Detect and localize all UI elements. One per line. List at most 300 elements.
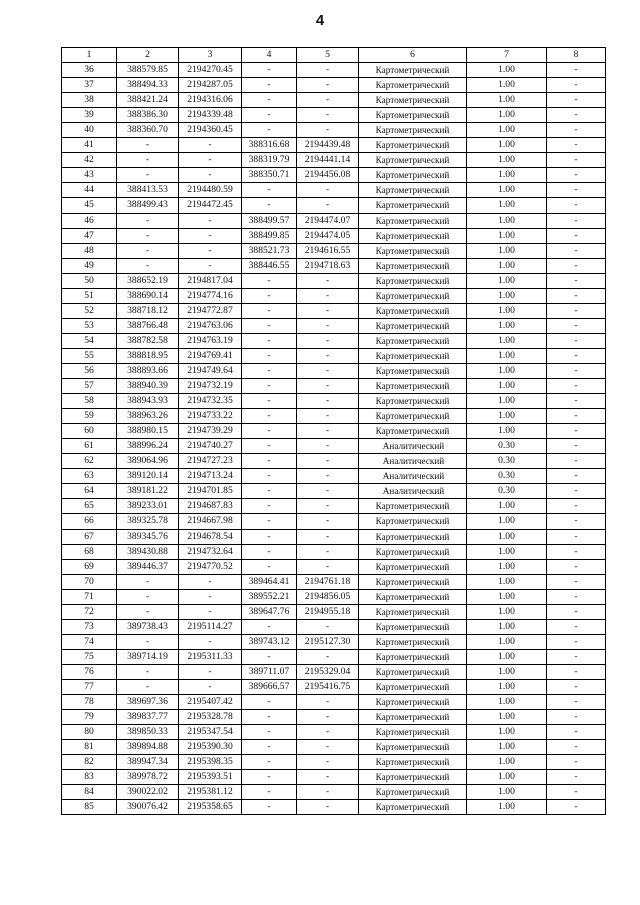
accuracy-cell: 1.00 [467, 409, 547, 424]
table-row [62, 544, 606, 559]
point-number-cell: 77 [62, 679, 117, 694]
y-new-cell: - [297, 725, 359, 740]
column-header: 4 [242, 48, 297, 63]
table-row [62, 559, 606, 574]
accuracy-cell: 1.00 [467, 529, 547, 544]
x-new-cell: - [242, 800, 297, 815]
note-cell: - [547, 138, 606, 153]
accuracy-cell: 1.00 [467, 333, 547, 348]
x-existing-cell: 389430.88 [117, 544, 179, 559]
table-row [62, 770, 606, 785]
method-cell: Картометрический [359, 138, 467, 153]
accuracy-cell: 1.00 [467, 710, 547, 725]
method-cell: Картометрический [359, 725, 467, 740]
note-cell: - [547, 755, 606, 770]
y-new-cell: - [297, 78, 359, 93]
method-cell: Картометрический [359, 649, 467, 664]
y-new-cell: 2194474.07 [297, 213, 359, 228]
x-existing-cell: - [117, 634, 179, 649]
point-number-cell: 45 [62, 198, 117, 213]
x-existing-cell: 388980.15 [117, 424, 179, 439]
page-number: 4 [315, 12, 325, 29]
y-new-cell: - [297, 379, 359, 394]
note-cell: - [547, 514, 606, 529]
note-cell: - [547, 604, 606, 619]
x-new-cell: - [242, 63, 297, 78]
point-number-cell: 71 [62, 589, 117, 604]
table-row [62, 379, 606, 394]
y-existing-cell: 2194687.83 [179, 499, 242, 514]
note-cell: - [547, 333, 606, 348]
accuracy-cell: 1.00 [467, 93, 547, 108]
point-number-cell: 39 [62, 108, 117, 123]
point-number-cell: 66 [62, 514, 117, 529]
x-new-cell: - [242, 78, 297, 93]
table-row [62, 78, 606, 93]
accuracy-cell: 1.00 [467, 695, 547, 710]
x-new-cell: - [242, 514, 297, 529]
table-row [62, 619, 606, 634]
y-existing-cell: 2194763.06 [179, 318, 242, 333]
x-new-cell: - [242, 198, 297, 213]
point-number-cell: 60 [62, 424, 117, 439]
x-new-cell: - [242, 619, 297, 634]
table-row [62, 93, 606, 108]
accuracy-cell: 1.00 [467, 198, 547, 213]
x-new-cell: - [242, 484, 297, 499]
method-cell: Картометрический [359, 243, 467, 258]
table-row [62, 604, 606, 619]
y-existing-cell: 2194667.98 [179, 514, 242, 529]
table-row [62, 138, 606, 153]
y-existing-cell: - [179, 604, 242, 619]
x-new-cell: - [242, 379, 297, 394]
point-number-cell: 62 [62, 454, 117, 469]
accuracy-cell: 1.00 [467, 63, 547, 78]
note-cell: - [547, 439, 606, 454]
note-cell: - [547, 710, 606, 725]
y-new-cell: - [297, 123, 359, 138]
table-row [62, 755, 606, 770]
x-existing-cell: 389446.37 [117, 559, 179, 574]
y-new-cell: - [297, 710, 359, 725]
y-new-cell: - [297, 183, 359, 198]
x-existing-cell: 388782.58 [117, 333, 179, 348]
x-existing-cell: - [117, 138, 179, 153]
table-row [62, 725, 606, 740]
point-number-cell: 52 [62, 303, 117, 318]
method-cell: Картометрический [359, 634, 467, 649]
y-existing-cell: 2194701.85 [179, 484, 242, 499]
y-existing-cell: 2194360.45 [179, 123, 242, 138]
y-new-cell: 2194616.55 [297, 243, 359, 258]
accuracy-cell: 1.00 [467, 138, 547, 153]
x-existing-cell: 388940.39 [117, 379, 179, 394]
y-existing-cell: 2195114.27 [179, 619, 242, 634]
method-cell: Картометрический [359, 619, 467, 634]
note-cell: - [547, 123, 606, 138]
point-number-cell: 48 [62, 243, 117, 258]
x-existing-cell: - [117, 168, 179, 183]
accuracy-cell: 1.00 [467, 243, 547, 258]
accuracy-cell: 1.00 [467, 228, 547, 243]
y-existing-cell: 2194763.19 [179, 333, 242, 348]
y-existing-cell: - [179, 589, 242, 604]
point-number-cell: 63 [62, 469, 117, 484]
point-number-cell: 73 [62, 619, 117, 634]
y-new-cell: - [297, 499, 359, 514]
y-existing-cell: 2194732.19 [179, 379, 242, 394]
y-new-cell: - [297, 273, 359, 288]
x-existing-cell: 388818.95 [117, 348, 179, 363]
x-new-cell: 389743.12 [242, 634, 297, 649]
y-existing-cell: 2194270.45 [179, 63, 242, 78]
accuracy-cell: 1.00 [467, 394, 547, 409]
x-existing-cell: 388386.30 [117, 108, 179, 123]
method-cell: Аналитический [359, 439, 467, 454]
point-number-cell: 65 [62, 499, 117, 514]
note-cell: - [547, 348, 606, 363]
y-existing-cell: 2195358.65 [179, 800, 242, 815]
y-existing-cell: 2195328.78 [179, 710, 242, 725]
table-row [62, 228, 606, 243]
accuracy-cell: 1.00 [467, 348, 547, 363]
table-row [62, 439, 606, 454]
point-number-cell: 69 [62, 559, 117, 574]
point-number-cell: 44 [62, 183, 117, 198]
point-number-cell: 42 [62, 153, 117, 168]
method-cell: Картометрический [359, 153, 467, 168]
point-number-cell: 72 [62, 604, 117, 619]
point-number-cell: 49 [62, 258, 117, 273]
y-new-cell: - [297, 288, 359, 303]
y-new-cell: - [297, 755, 359, 770]
table-row [62, 183, 606, 198]
method-cell: Картометрический [359, 183, 467, 198]
table-header-row [62, 48, 606, 63]
table-row [62, 589, 606, 604]
y-new-cell: - [297, 529, 359, 544]
y-existing-cell: 2194316.06 [179, 93, 242, 108]
point-number-cell: 38 [62, 93, 117, 108]
x-new-cell: 389647.76 [242, 604, 297, 619]
note-cell: - [547, 770, 606, 785]
table-row [62, 679, 606, 694]
x-new-cell: - [242, 649, 297, 664]
x-existing-cell: 389064.96 [117, 454, 179, 469]
point-number-cell: 53 [62, 318, 117, 333]
y-new-cell: - [297, 785, 359, 800]
x-new-cell: - [242, 454, 297, 469]
method-cell: Картометрический [359, 168, 467, 183]
x-existing-cell: - [117, 589, 179, 604]
x-existing-cell: 389978.72 [117, 770, 179, 785]
y-existing-cell: - [179, 228, 242, 243]
y-new-cell: - [297, 333, 359, 348]
x-new-cell: - [242, 363, 297, 378]
table-row [62, 484, 606, 499]
point-number-cell: 41 [62, 138, 117, 153]
y-new-cell: - [297, 424, 359, 439]
column-header: 2 [117, 48, 179, 63]
x-existing-cell: - [117, 604, 179, 619]
y-existing-cell: 2195390.30 [179, 740, 242, 755]
point-number-cell: 58 [62, 394, 117, 409]
accuracy-cell: 1.00 [467, 303, 547, 318]
table-row [62, 574, 606, 589]
x-new-cell: - [242, 394, 297, 409]
note-cell: - [547, 484, 606, 499]
x-new-cell: 388350.71 [242, 168, 297, 183]
note-cell: - [547, 695, 606, 710]
accuracy-cell: 1.00 [467, 213, 547, 228]
point-number-cell: 82 [62, 755, 117, 770]
note-cell: - [547, 363, 606, 378]
y-new-cell: - [297, 63, 359, 78]
point-number-cell: 64 [62, 484, 117, 499]
point-number-cell: 37 [62, 78, 117, 93]
y-existing-cell: 2194472.45 [179, 198, 242, 213]
accuracy-cell: 1.00 [467, 424, 547, 439]
x-existing-cell: - [117, 213, 179, 228]
method-cell: Картометрический [359, 424, 467, 439]
table-row [62, 318, 606, 333]
note-cell: - [547, 454, 606, 469]
x-existing-cell: 388579.85 [117, 63, 179, 78]
point-number-cell: 76 [62, 664, 117, 679]
y-existing-cell: 2194769.41 [179, 348, 242, 363]
accuracy-cell: 1.00 [467, 318, 547, 333]
note-cell: - [547, 559, 606, 574]
x-new-cell: - [242, 288, 297, 303]
note-cell: - [547, 93, 606, 108]
method-cell: Картометрический [359, 379, 467, 394]
y-existing-cell: 2195407.42 [179, 695, 242, 710]
point-number-cell: 56 [62, 363, 117, 378]
y-existing-cell: 2194339.48 [179, 108, 242, 123]
method-cell: Картометрический [359, 770, 467, 785]
method-cell: Аналитический [359, 484, 467, 499]
y-new-cell: 2194439.48 [297, 138, 359, 153]
accuracy-cell: 1.00 [467, 619, 547, 634]
y-existing-cell: 2195398.35 [179, 755, 242, 770]
x-new-cell: - [242, 785, 297, 800]
y-new-cell: 2194456.08 [297, 168, 359, 183]
y-existing-cell: - [179, 243, 242, 258]
y-existing-cell: 2194817.04 [179, 273, 242, 288]
method-cell: Картометрический [359, 123, 467, 138]
x-new-cell: - [242, 108, 297, 123]
point-number-cell: 54 [62, 333, 117, 348]
x-existing-cell: 389697.36 [117, 695, 179, 710]
point-number-cell: 43 [62, 168, 117, 183]
x-new-cell: 388446.55 [242, 258, 297, 273]
method-cell: Картометрический [359, 394, 467, 409]
y-new-cell: 2194955.18 [297, 604, 359, 619]
y-existing-cell: 2194739.29 [179, 424, 242, 439]
accuracy-cell: 1.00 [467, 258, 547, 273]
method-cell: Картометрический [359, 604, 467, 619]
accuracy-cell: 1.00 [467, 725, 547, 740]
column-header: 8 [547, 48, 606, 63]
x-new-cell: - [242, 409, 297, 424]
x-new-cell: - [242, 123, 297, 138]
x-new-cell: 388499.85 [242, 228, 297, 243]
accuracy-cell: 1.00 [467, 800, 547, 815]
x-existing-cell: 390076.42 [117, 800, 179, 815]
y-new-cell: 2195416.75 [297, 679, 359, 694]
point-number-cell: 61 [62, 439, 117, 454]
table-row [62, 785, 606, 800]
column-header: 5 [297, 48, 359, 63]
y-new-cell: - [297, 198, 359, 213]
accuracy-cell: 1.00 [467, 785, 547, 800]
accuracy-cell: 0.30 [467, 484, 547, 499]
note-cell: - [547, 679, 606, 694]
x-new-cell: - [242, 544, 297, 559]
method-cell: Картометрический [359, 800, 467, 815]
table-row [62, 198, 606, 213]
note-cell: - [547, 288, 606, 303]
x-existing-cell: 389181.22 [117, 484, 179, 499]
y-new-cell: 2194856.05 [297, 589, 359, 604]
note-cell: - [547, 63, 606, 78]
note-cell: - [547, 213, 606, 228]
y-new-cell: - [297, 363, 359, 378]
column-header: 3 [179, 48, 242, 63]
y-new-cell: 2195127.30 [297, 634, 359, 649]
accuracy-cell: 1.00 [467, 78, 547, 93]
point-number-cell: 40 [62, 123, 117, 138]
y-existing-cell: 2194678.54 [179, 529, 242, 544]
point-number-cell: 50 [62, 273, 117, 288]
x-new-cell: - [242, 303, 297, 318]
y-existing-cell: 2194772.87 [179, 303, 242, 318]
table-row [62, 514, 606, 529]
point-number-cell: 81 [62, 740, 117, 755]
x-new-cell: - [242, 183, 297, 198]
y-existing-cell: 2194733.22 [179, 409, 242, 424]
x-existing-cell: - [117, 153, 179, 168]
y-new-cell: - [297, 394, 359, 409]
note-cell: - [547, 394, 606, 409]
y-existing-cell: - [179, 679, 242, 694]
note-cell: - [547, 318, 606, 333]
x-existing-cell: 389233.01 [117, 499, 179, 514]
x-existing-cell: 389894.88 [117, 740, 179, 755]
note-cell: - [547, 424, 606, 439]
x-existing-cell: - [117, 228, 179, 243]
point-number-cell: 46 [62, 213, 117, 228]
y-existing-cell: 2194727.23 [179, 454, 242, 469]
table-row [62, 634, 606, 649]
point-number-cell: 51 [62, 288, 117, 303]
x-existing-cell: 388718.12 [117, 303, 179, 318]
point-number-cell: 80 [62, 725, 117, 740]
method-cell: Картометрический [359, 228, 467, 243]
y-new-cell: - [297, 303, 359, 318]
y-new-cell: 2194761.18 [297, 574, 359, 589]
x-new-cell: - [242, 499, 297, 514]
x-existing-cell: 390022.02 [117, 785, 179, 800]
column-header: 1 [62, 48, 117, 63]
x-new-cell: 388316.68 [242, 138, 297, 153]
accuracy-cell: 1.00 [467, 634, 547, 649]
table-body [62, 63, 606, 815]
method-cell: Картометрический [359, 198, 467, 213]
note-cell: - [547, 574, 606, 589]
x-existing-cell: - [117, 258, 179, 273]
accuracy-cell: 1.00 [467, 514, 547, 529]
x-new-cell: - [242, 559, 297, 574]
table-row [62, 63, 606, 78]
accuracy-cell: 1.00 [467, 108, 547, 123]
point-number-cell: 67 [62, 529, 117, 544]
accuracy-cell: 1.00 [467, 755, 547, 770]
y-new-cell: - [297, 770, 359, 785]
accuracy-cell: 1.00 [467, 183, 547, 198]
y-existing-cell: 2194287.05 [179, 78, 242, 93]
note-cell: - [547, 800, 606, 815]
x-new-cell: - [242, 695, 297, 710]
y-existing-cell: - [179, 634, 242, 649]
table-row [62, 695, 606, 710]
y-existing-cell: - [179, 574, 242, 589]
point-number-cell: 85 [62, 800, 117, 815]
accuracy-cell: 1.00 [467, 379, 547, 394]
accuracy-cell: 1.00 [467, 589, 547, 604]
note-cell: - [547, 785, 606, 800]
x-new-cell: - [242, 770, 297, 785]
x-new-cell: 389552.21 [242, 589, 297, 604]
table-row [62, 800, 606, 815]
note-cell: - [547, 664, 606, 679]
note-cell: - [547, 499, 606, 514]
method-cell: Картометрический [359, 544, 467, 559]
method-cell: Картометрический [359, 318, 467, 333]
accuracy-cell: 1.00 [467, 679, 547, 694]
method-cell: Картометрический [359, 740, 467, 755]
x-existing-cell: 388963.26 [117, 409, 179, 424]
table-row [62, 409, 606, 424]
x-new-cell: - [242, 755, 297, 770]
note-cell: - [547, 183, 606, 198]
y-existing-cell: 2194480.59 [179, 183, 242, 198]
x-existing-cell: - [117, 243, 179, 258]
point-number-cell: 83 [62, 770, 117, 785]
table-row [62, 499, 606, 514]
x-existing-cell: 388943.93 [117, 394, 179, 409]
x-new-cell: - [242, 469, 297, 484]
x-existing-cell: 389738.43 [117, 619, 179, 634]
accuracy-cell: 1.00 [467, 363, 547, 378]
table-row [62, 123, 606, 138]
x-new-cell: 389464.41 [242, 574, 297, 589]
y-existing-cell: - [179, 213, 242, 228]
x-existing-cell: - [117, 679, 179, 694]
method-cell: Картометрический [359, 529, 467, 544]
x-existing-cell: 388499.43 [117, 198, 179, 213]
accuracy-cell: 1.00 [467, 168, 547, 183]
x-existing-cell: 389325.78 [117, 514, 179, 529]
accuracy-cell: 1.00 [467, 740, 547, 755]
method-cell: Картометрический [359, 559, 467, 574]
table-row [62, 710, 606, 725]
x-existing-cell: - [117, 664, 179, 679]
x-new-cell: - [242, 318, 297, 333]
method-cell: Картометрический [359, 303, 467, 318]
table-row [62, 153, 606, 168]
